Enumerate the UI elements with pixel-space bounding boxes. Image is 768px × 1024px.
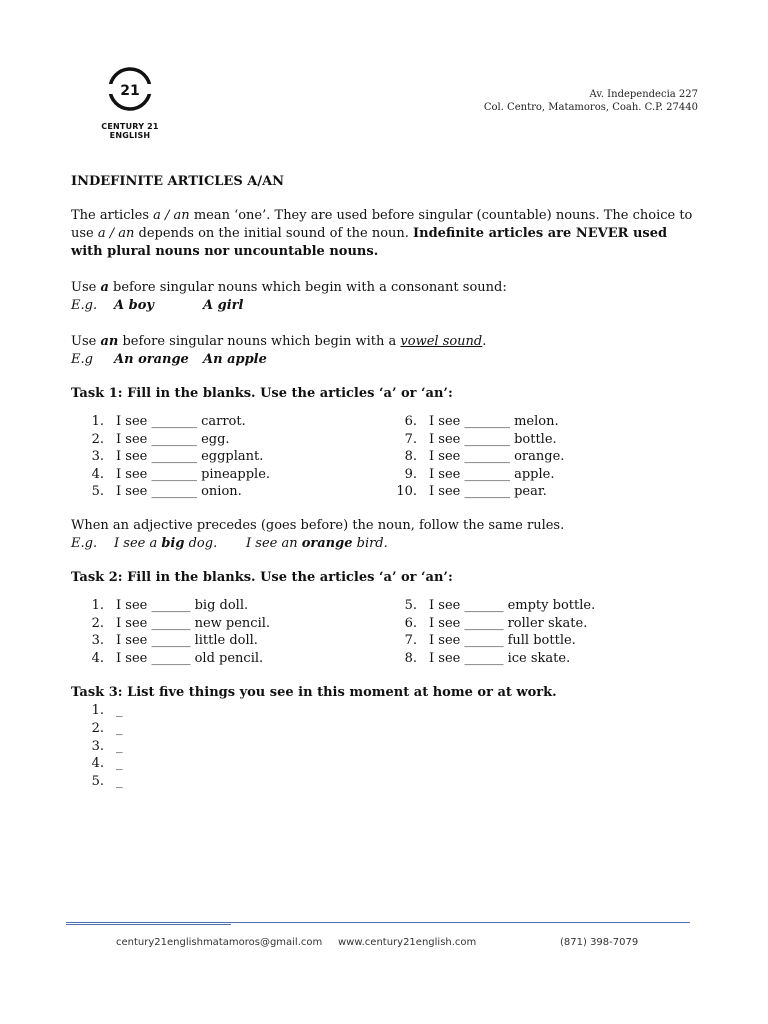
item-number: 8. [404, 449, 417, 465]
logo-number: 21 [120, 83, 140, 99]
intro-paragraph: The articles a / an mean ‘one’. They are used before singular (countable) nouns. The choice to use a / an depends on the initial sound of the noun. Indefinite articles are NEVER used with plural nouns nor uncountable nouns. [71, 208, 693, 259]
item-number: 2. [91, 615, 104, 631]
rule-a-examples: E.g. A boy A girl [71, 298, 244, 313]
item-number: 8. [404, 650, 417, 666]
item-number: 6. [404, 414, 417, 429]
item-text: I see ______ roller skate. [429, 615, 588, 631]
item-text: I see _______ egg. [116, 431, 230, 447]
logo [80, 62, 180, 140]
task1-list [71, 413, 701, 501]
list-item [71, 632, 384, 650]
page-title: INDEFINITE ARTICLES A/AN [71, 174, 285, 189]
list-item [384, 466, 697, 484]
adjective-examples: E.g. I see a big dog. I see an orange bird. [71, 535, 388, 551]
footer-phone: (871) 398-7079 [560, 937, 639, 948]
list-item [71, 413, 384, 431]
list-item [384, 431, 697, 449]
list-item [71, 483, 384, 501]
item-number: 1. [91, 597, 104, 613]
rule-a: Use a before singular nouns which begin with a consonant sound: [71, 280, 507, 295]
list-item [71, 738, 701, 756]
list-item [384, 650, 697, 668]
list-item [384, 632, 697, 650]
item-number: 7. [404, 633, 417, 649]
item-text: _ [116, 738, 123, 754]
item-text: I see ______ full bottle. [429, 633, 576, 649]
footer-email: century21englishmatamoros@gmail.com [116, 937, 323, 948]
item-text: I see _______ eggplant. [116, 449, 264, 465]
item-text: I see _______ onion. [116, 484, 242, 500]
item-text: _ [116, 773, 123, 789]
item-text: I see ______ ice skate. [429, 650, 571, 666]
item-text: _ [116, 703, 123, 719]
list-item [71, 466, 384, 484]
task2-left-column [71, 597, 384, 667]
century21-logo-icon [106, 62, 154, 120]
address [484, 88, 698, 114]
item-text: _ [116, 720, 123, 736]
task1-title: Task 1: Fill in the blanks. Use the articles ‘a’ or ‘an’: [71, 386, 453, 401]
item-number: 3. [91, 738, 104, 754]
brand-name: CENTURY 21 ENGLISH [101, 122, 159, 140]
item-text: I see _______ pear. [429, 484, 547, 500]
item-number: 1. [91, 414, 104, 429]
address-line-2: Col. Centro, Matamoros, Coah. C.P. 27440 [483, 102, 698, 113]
task2-right-column [384, 597, 697, 667]
item-text: I see _______ orange. [429, 449, 565, 465]
rule-an: Use an before singular nouns which begin with a vowel sound. [71, 334, 487, 349]
list-item [384, 483, 697, 501]
item-text: _ [116, 756, 123, 772]
adjective-rule: When an adjective precedes (goes before) the noun, follow the same rules. [71, 517, 565, 533]
item-text: I see _______ melon. [429, 414, 559, 429]
item-number: 10. [396, 484, 417, 500]
footer-website: www.century21english.com [338, 937, 477, 948]
list-item [71, 597, 384, 615]
rule-an-examples: E.g An orange An apple [71, 352, 267, 367]
item-number: 5. [404, 597, 417, 613]
worksheet-content [71, 173, 701, 790]
list-item [71, 702, 701, 720]
item-text: I see _______ apple. [429, 466, 555, 482]
item-number: 4. [91, 466, 104, 482]
list-item [71, 755, 701, 773]
item-number: 3. [91, 633, 104, 649]
task2-list [71, 597, 701, 667]
task3-title: Task 3: List five things you see in this moment at home or at work. [71, 685, 557, 701]
item-number: 9. [404, 466, 417, 482]
list-item [384, 615, 697, 633]
list-item [71, 431, 384, 449]
item-text: I see _______ pineapple. [116, 466, 271, 482]
item-number: 4. [91, 650, 104, 666]
item-number: 7. [404, 431, 417, 447]
footer-divider-accent [66, 924, 231, 925]
item-number: 2. [91, 720, 104, 736]
item-number: 6. [404, 615, 417, 631]
list-item [71, 448, 384, 466]
list-item [71, 650, 384, 668]
task2-title: Task 2: Fill in the blanks. Use the articles ‘a’ or ‘an’: [71, 569, 453, 585]
task3-list [71, 702, 701, 790]
footer-divider [66, 922, 690, 923]
list-item [71, 773, 701, 791]
item-text: I see ______ little doll. [116, 633, 258, 649]
item-text: I see _______ bottle. [429, 431, 557, 447]
item-number: 5. [91, 773, 104, 789]
list-item [384, 597, 697, 615]
item-text: I see ______ empty bottle. [429, 597, 596, 613]
task1-right-column [384, 413, 697, 501]
item-text: I see ______ old pencil. [116, 650, 264, 666]
list-item [71, 615, 384, 633]
item-number: 1. [91, 703, 104, 719]
item-number: 5. [91, 484, 104, 500]
list-item [384, 413, 697, 431]
item-number: 3. [91, 449, 104, 465]
address-line-1: Av. Independecia 227 [589, 89, 698, 100]
item-text: I see ______ big doll. [116, 597, 249, 613]
item-text: I see _______ carrot. [116, 414, 246, 429]
list-item [384, 448, 697, 466]
task1-left-column [71, 413, 384, 501]
item-number: 2. [91, 431, 104, 447]
list-item [71, 720, 701, 738]
item-text: I see ______ new pencil. [116, 615, 271, 631]
item-number: 4. [91, 756, 104, 772]
